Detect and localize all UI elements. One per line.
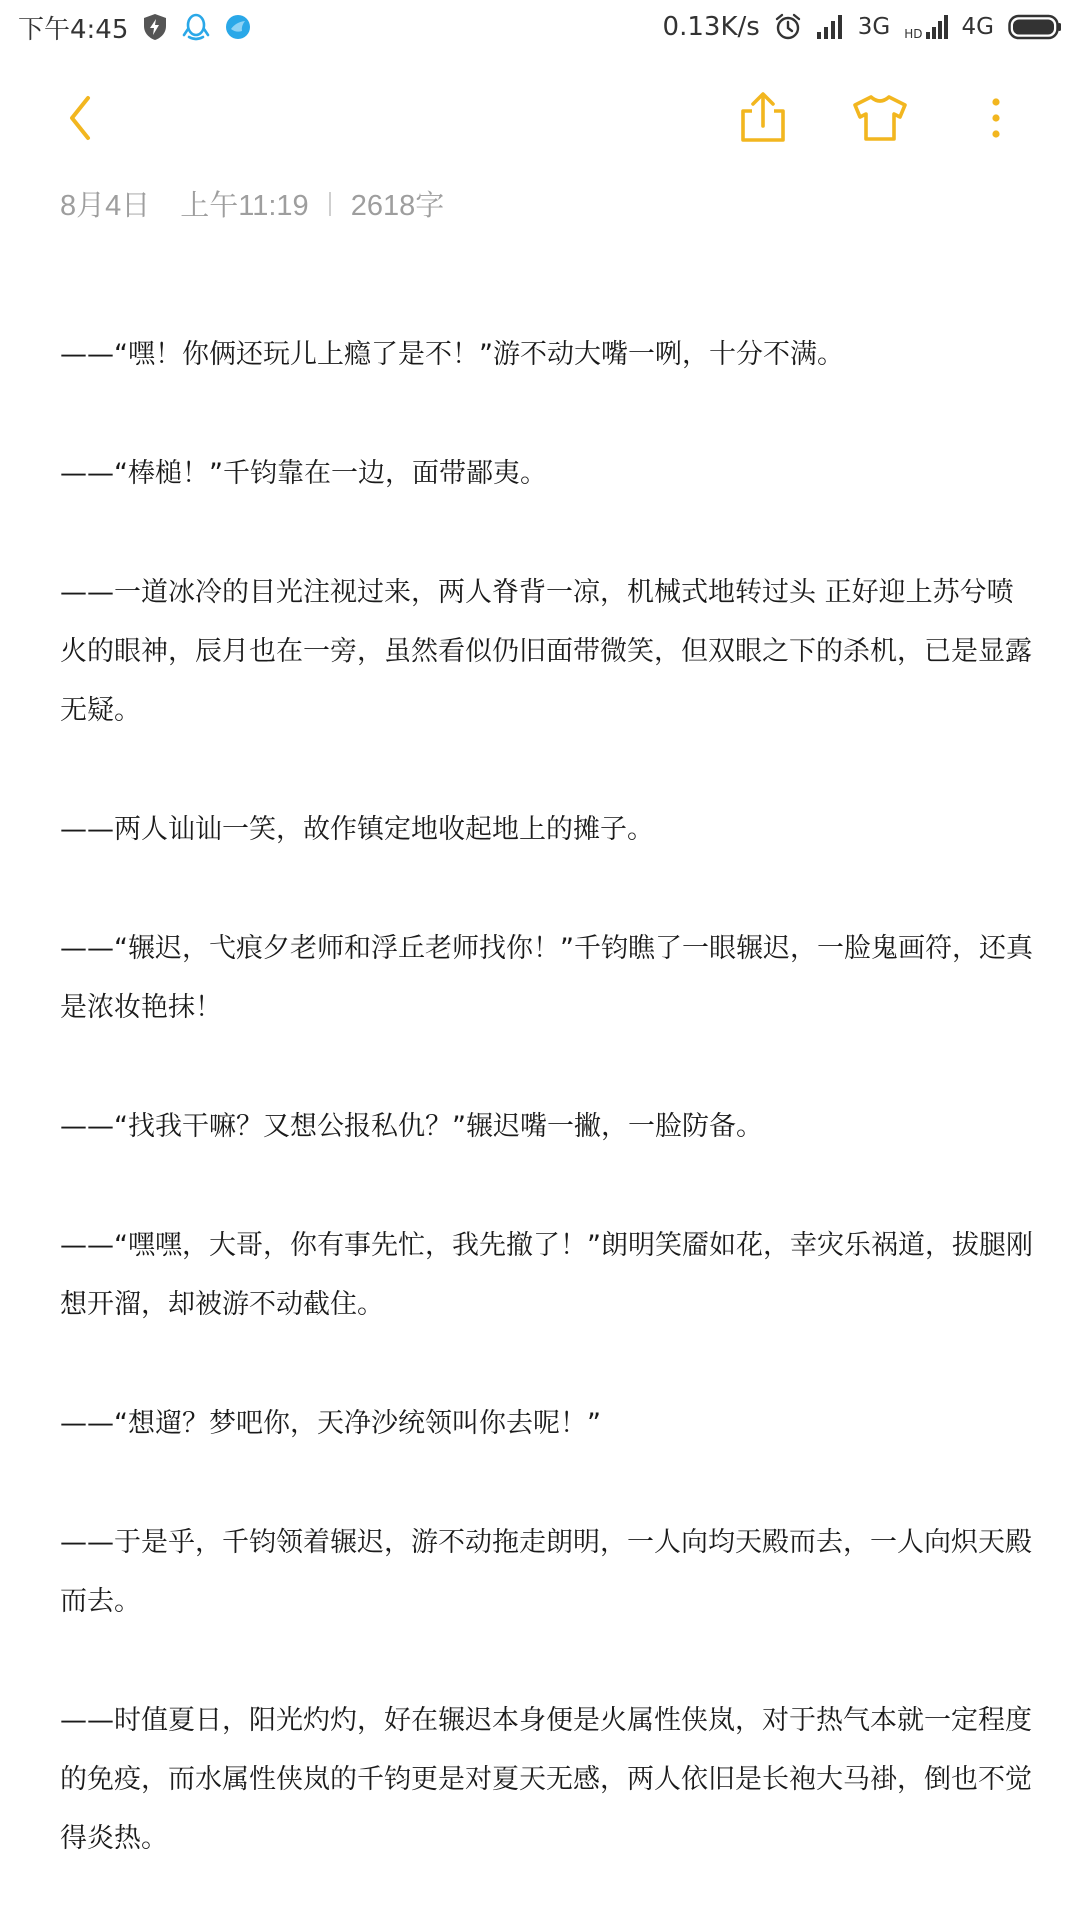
- note-paragraph: ——“想遛？梦吧你，天净沙统领叫你去呢！”: [60, 1408, 601, 1439]
- theme-button[interactable]: [842, 80, 918, 156]
- note-paragraph: ——“棒槌！”千钧靠在一边，面带鄙夷。: [60, 458, 547, 489]
- note-body[interactable]: [60, 325, 1035, 1928]
- share-button[interactable]: [725, 80, 801, 156]
- meta-divider: [329, 192, 331, 216]
- note-paragraph: ——于是乎，千钧领着辗迟，游不动拖走朗明，一人向均天殿而去，一人向炽天殿而去。: [60, 1527, 1032, 1617]
- word-count: 2618字: [350, 190, 445, 222]
- bird-app-icon: [224, 13, 252, 41]
- hd-signal: [904, 14, 947, 40]
- note-date: 8月4日: [60, 190, 151, 222]
- status-bar-right: [663, 12, 1062, 42]
- shield-bolt-icon: [142, 13, 168, 41]
- signal-icon: [816, 14, 844, 40]
- battery-full-icon: [1008, 14, 1062, 40]
- note-paragraph: ——一道冰冷的目光注视过来，两人脊背一凉，机械式地转过头 正好迎上苏兮喷火的眼神，辰月也在一旁，虽然看似仍旧面带微笑，但双眼之下的杀机，已是显露无疑。: [60, 577, 1032, 726]
- share-icon: [738, 91, 788, 145]
- chevron-left-icon: [60, 90, 100, 146]
- status-bar-left: [18, 9, 252, 46]
- note-paragraph: ——时值夏日，阳光灼灼，好在辗迟本身便是火属性侠岚，对于热气本就一定程度的免疫，而水属性侠岚的千钧更是对夏天无感，两人依旧是长袍大马褂，倒也不觉得炎热。: [60, 1705, 1032, 1854]
- more-vertical-icon: [990, 96, 1002, 140]
- note-paragraph: ——“辗迟，弋痕夕老师和浮丘老师找你！”千钧瞧了一眼辗迟，一脸鬼画符，还真是浓妆艳抹！: [60, 933, 1033, 1023]
- note-paragraph: ——“找我干嘛？又想公报私仇？”辗迟嘴一撇，一脸防备。: [60, 1111, 763, 1142]
- note-paragraph: ——两人讪讪一笑，故作镇定地收起地上的摊子。: [60, 814, 654, 845]
- note-paragraph: ——“嘿嘿，大哥，你有事先忙，我先撤了！”朗明笑靥如花，幸灾乐祸道，拔腿刚想开溜，却被游不动截住。: [60, 1230, 1033, 1320]
- note-paragraph: ——“嘿！你俩还玩儿上瘾了是不！”游不动大嘴一咧，十分不满。: [60, 339, 844, 370]
- network-3g-label: 3G: [857, 14, 891, 40]
- back-button[interactable]: [42, 80, 118, 156]
- qq-penguin-icon: [182, 12, 210, 42]
- hd-label: HD: [904, 27, 923, 41]
- note-toolbar: [0, 80, 1080, 156]
- network-speed: 0.13K/s: [662, 12, 760, 42]
- network-4g-label: 4G: [961, 14, 994, 40]
- status-bar: [0, 0, 1080, 54]
- note-meta: [60, 183, 444, 224]
- more-options-button[interactable]: [958, 80, 1034, 156]
- tshirt-icon: [850, 93, 910, 143]
- note-time: 上午11:19: [180, 190, 309, 222]
- status-time: 下午4:45: [18, 14, 129, 45]
- alarm-icon: [774, 13, 802, 41]
